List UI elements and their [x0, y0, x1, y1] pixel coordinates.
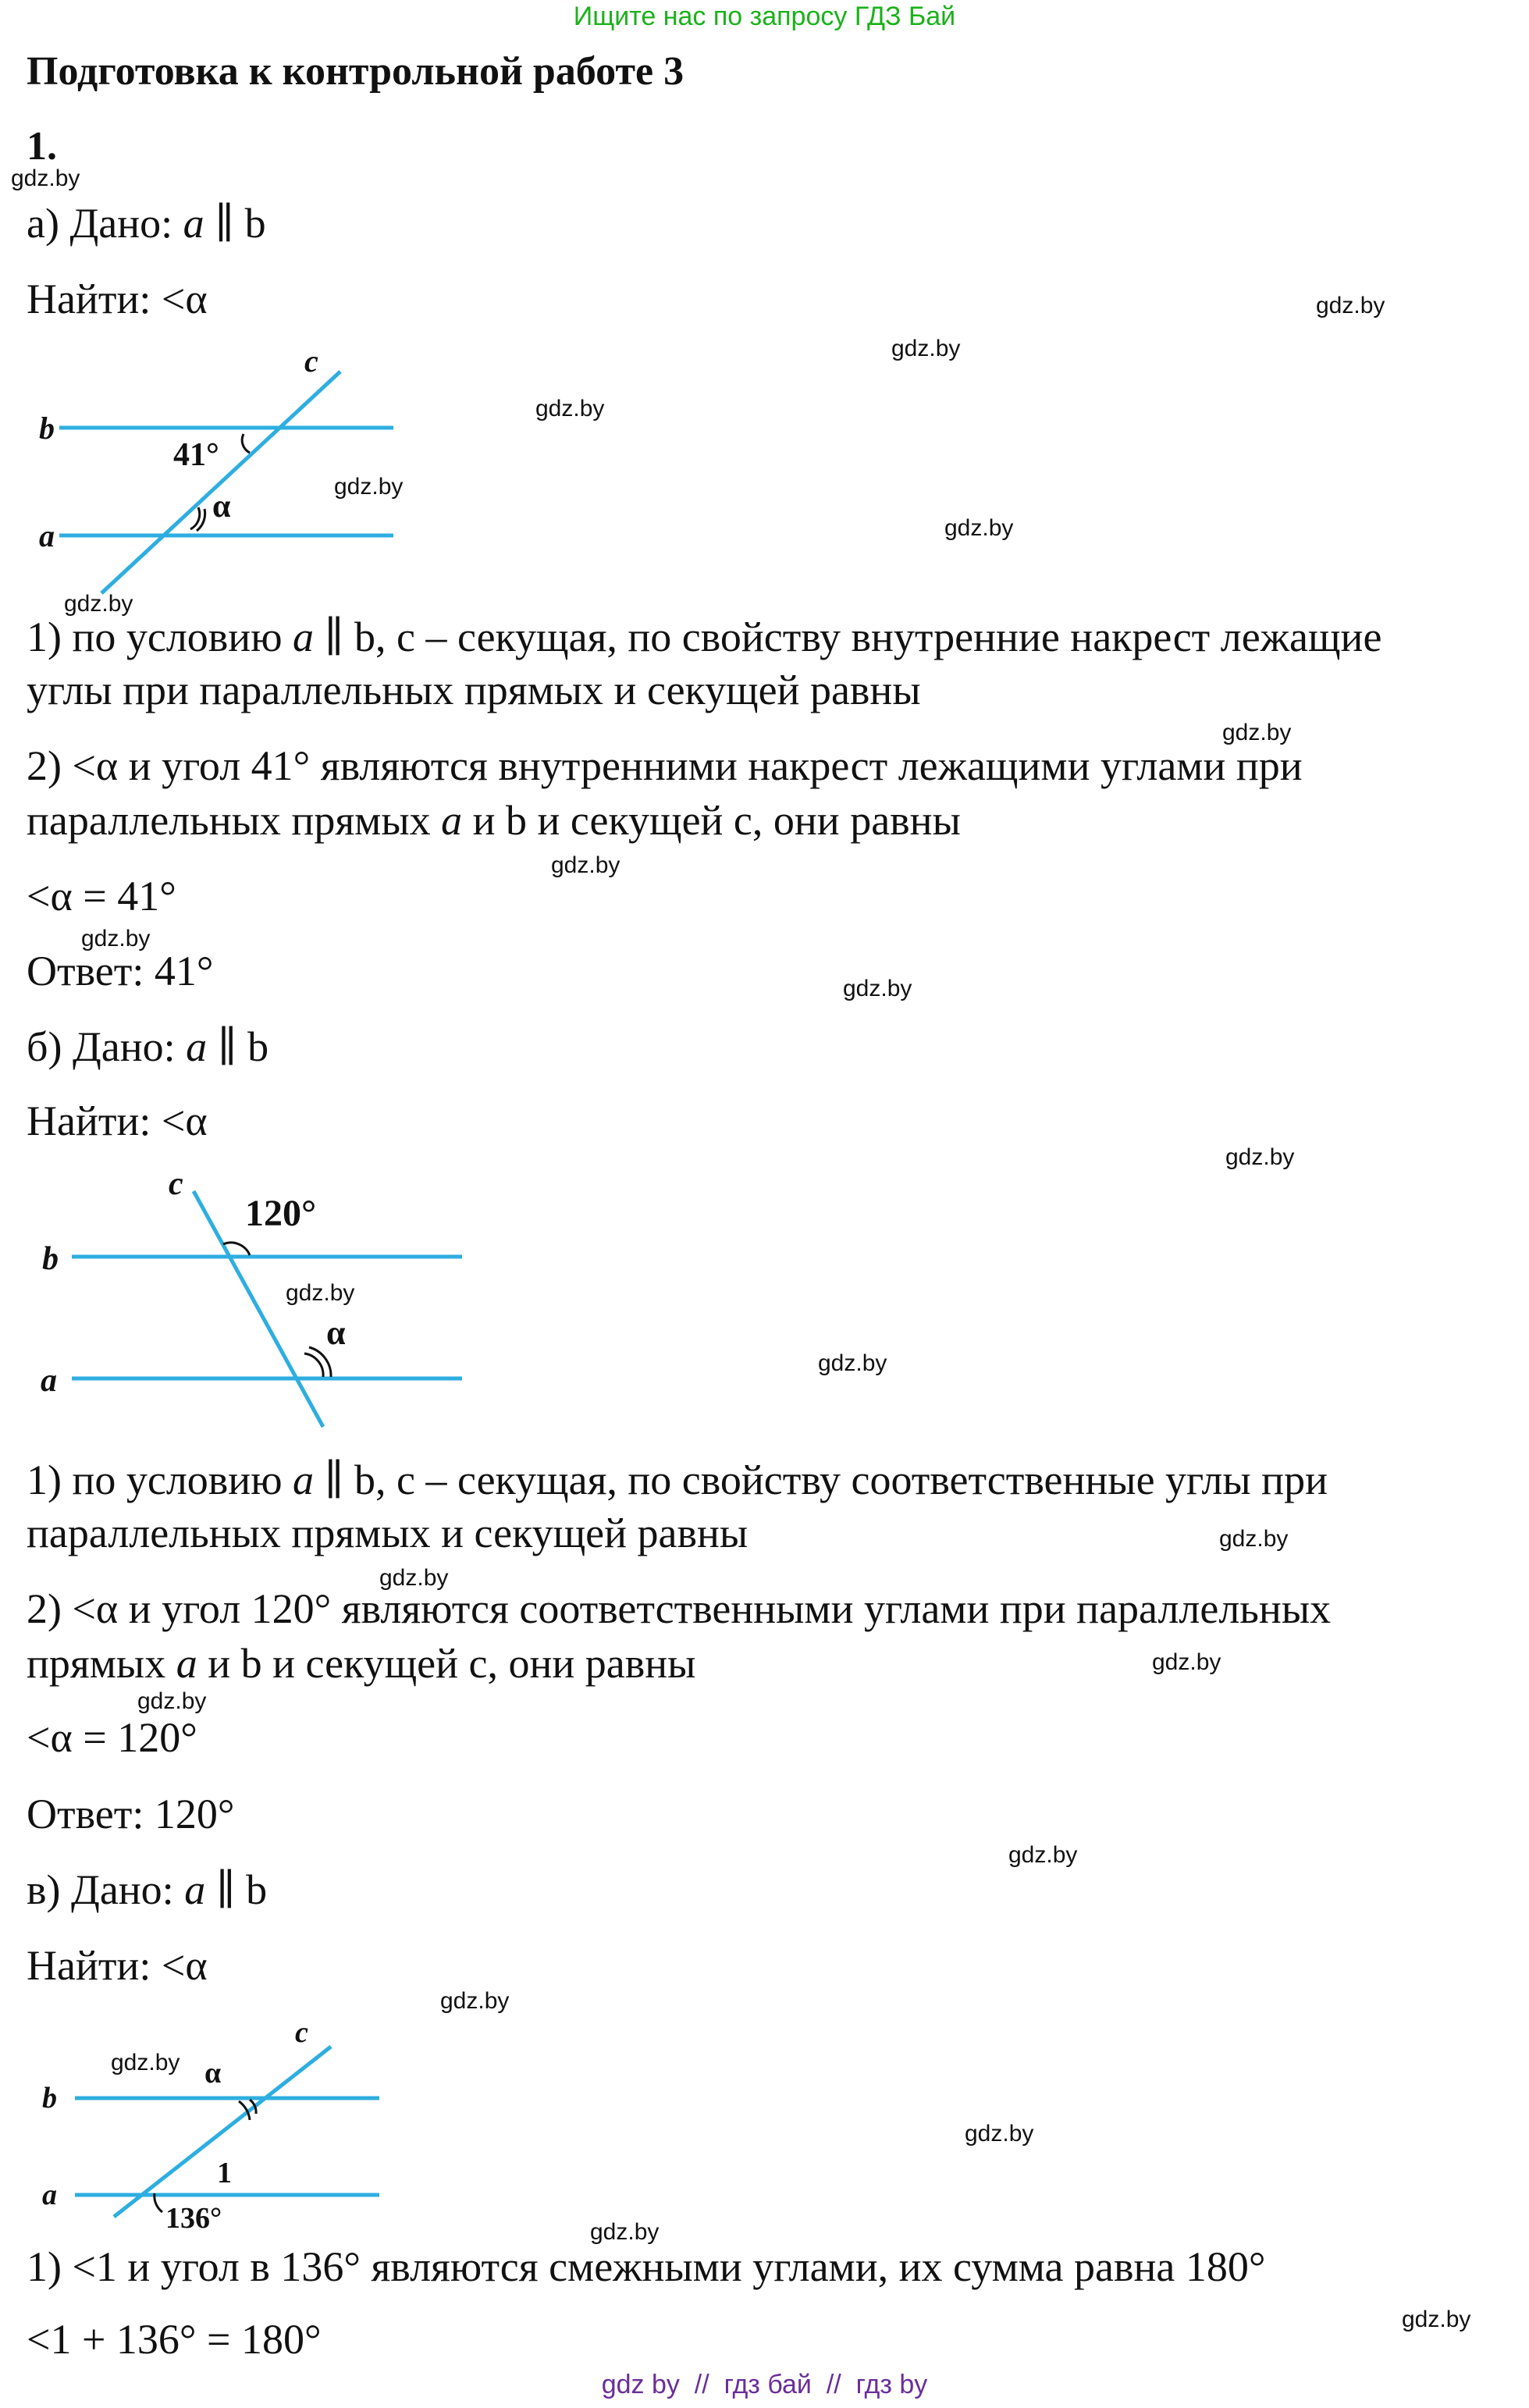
watermark: gdz.by: [843, 976, 912, 1001]
label-a: a: [42, 2179, 57, 2211]
footer-separator: //: [679, 2370, 724, 2399]
alpha-label: α: [326, 1314, 346, 1352]
part-b-step1-line1: 1) по условию a ∥ b, c – секущая, по свойству соответственные углы при: [27, 1457, 1328, 1503]
part-a-step2-line2: параллельных прямых a и b и секущей c, они равны: [27, 797, 961, 844]
watermark: gdz.by: [137, 1688, 207, 1714]
figure-v: [23, 1983, 398, 2235]
watermark: gdz.by: [1152, 1649, 1221, 1675]
part-v-given: в) Дано: a ∥ b: [27, 1866, 268, 1913]
part-b-equation: <α = 120°: [27, 1714, 197, 1761]
watermark: gdz.by: [111, 2050, 180, 2075]
part-b-given: б) Дано: a ∥ b: [27, 1023, 269, 1070]
angle-1-label: 1: [217, 2157, 232, 2189]
label-c: c: [169, 1166, 183, 1202]
part-v-step1: 1) <1 и угол в 136° являются смежными углами, их сумма равна 180°: [27, 2243, 1266, 2290]
part-a-given: а) Дано: a ∥ b: [27, 200, 266, 247]
task-number: 1.: [27, 124, 57, 169]
part-b-answer: Ответ: 120°: [27, 1791, 235, 1837]
watermark: gdz.by: [1316, 293, 1385, 318]
top-banner[interactable]: Ищите нас по запросу ГДЗ Бай: [573, 2, 956, 31]
angle-136-label: 136°: [165, 2202, 222, 2235]
watermark: gdz.by: [1222, 720, 1292, 745]
part-b-find: Найти: <α: [27, 1097, 208, 1144]
part-a-step1-line2: углы при параллельных прямых и секущей равны: [27, 667, 921, 713]
figure-b: [23, 1163, 468, 1428]
watermark: gdz.by: [440, 1988, 510, 2014]
part-v-find: Найти: <α: [27, 1942, 208, 1989]
watermark: gdz.by: [551, 852, 620, 878]
part-b-step2-line1: 2) <α и угол 120° являются соответственными углами при параллельных: [27, 1585, 1332, 1632]
footer-links: [0, 2370, 1529, 2400]
footer-separator: //: [811, 2370, 856, 2399]
watermark: gdz.by: [1219, 1526, 1289, 1552]
watermark: gdz.by: [535, 396, 605, 421]
watermark: gdz.by: [818, 1350, 887, 1376]
label-b: b: [42, 2082, 57, 2115]
figure-a: [23, 336, 414, 593]
angle-arc-alpha-1: [304, 1353, 323, 1377]
label-b: b: [39, 411, 55, 446]
label-a: a: [39, 518, 55, 553]
watermark: gdz.by: [1008, 1842, 1078, 1868]
watermark: gdz.by: [81, 926, 151, 951]
watermark: gdz.by: [379, 1565, 449, 1591]
watermark: gdz.by: [891, 336, 961, 361]
watermark: gdz.by: [11, 165, 80, 191]
part-a-step1-line1: 1) по условию a ∥ b, c – секущая, по свойству внутренние накрест лежащие: [27, 614, 1382, 660]
secant-c: [101, 372, 340, 593]
alpha-label: α: [204, 2057, 222, 2090]
part-v-equation: <1 + 136° = 180°: [27, 2316, 322, 2363]
part-a-equation: <α = 41°: [27, 873, 176, 919]
label-b: b: [42, 1241, 59, 1277]
part-b-step1-line2: параллельных прямых и секущей равны: [27, 1510, 748, 1556]
watermark: gdz.by: [965, 2121, 1034, 2147]
alpha-label: α: [212, 489, 231, 525]
part-a-answer: Ответ: 41°: [27, 948, 214, 994]
label-c: c: [304, 343, 318, 379]
label-a: a: [41, 1363, 57, 1399]
part-b-step2-line2: прямых a и b и секущей c, они равны: [27, 1640, 696, 1687]
part-a-find: Найти: <α: [27, 276, 208, 322]
footer-link-gdz-bai[interactable]: гдз бай: [724, 2370, 812, 2399]
part-a-step2-line1: 2) <α и угол 41° являются внутренними накрест лежащими углами при: [27, 742, 1303, 789]
watermark: gdz.by: [944, 515, 1014, 541]
footer-link-gdz-by-ru[interactable]: гдз by: [855, 2370, 928, 2399]
watermark: gdz.by: [286, 1280, 355, 1306]
angle-41-label: 41°: [173, 437, 219, 473]
angle-arc-41: [242, 434, 250, 453]
watermark: gdz.by: [1402, 2307, 1471, 2332]
watermark: gdz.by: [64, 591, 133, 617]
watermark: gdz.by: [1225, 1144, 1295, 1170]
footer-link-gdz-by[interactable]: gdz by: [601, 2370, 680, 2399]
angle-120-label: 120°: [245, 1193, 317, 1234]
watermark: gdz.by: [334, 474, 404, 500]
label-c: c: [295, 2016, 308, 2049]
watermark: gdz.by: [590, 2219, 660, 2245]
page-title: Подготовка к контрольной работе 3: [27, 49, 684, 94]
